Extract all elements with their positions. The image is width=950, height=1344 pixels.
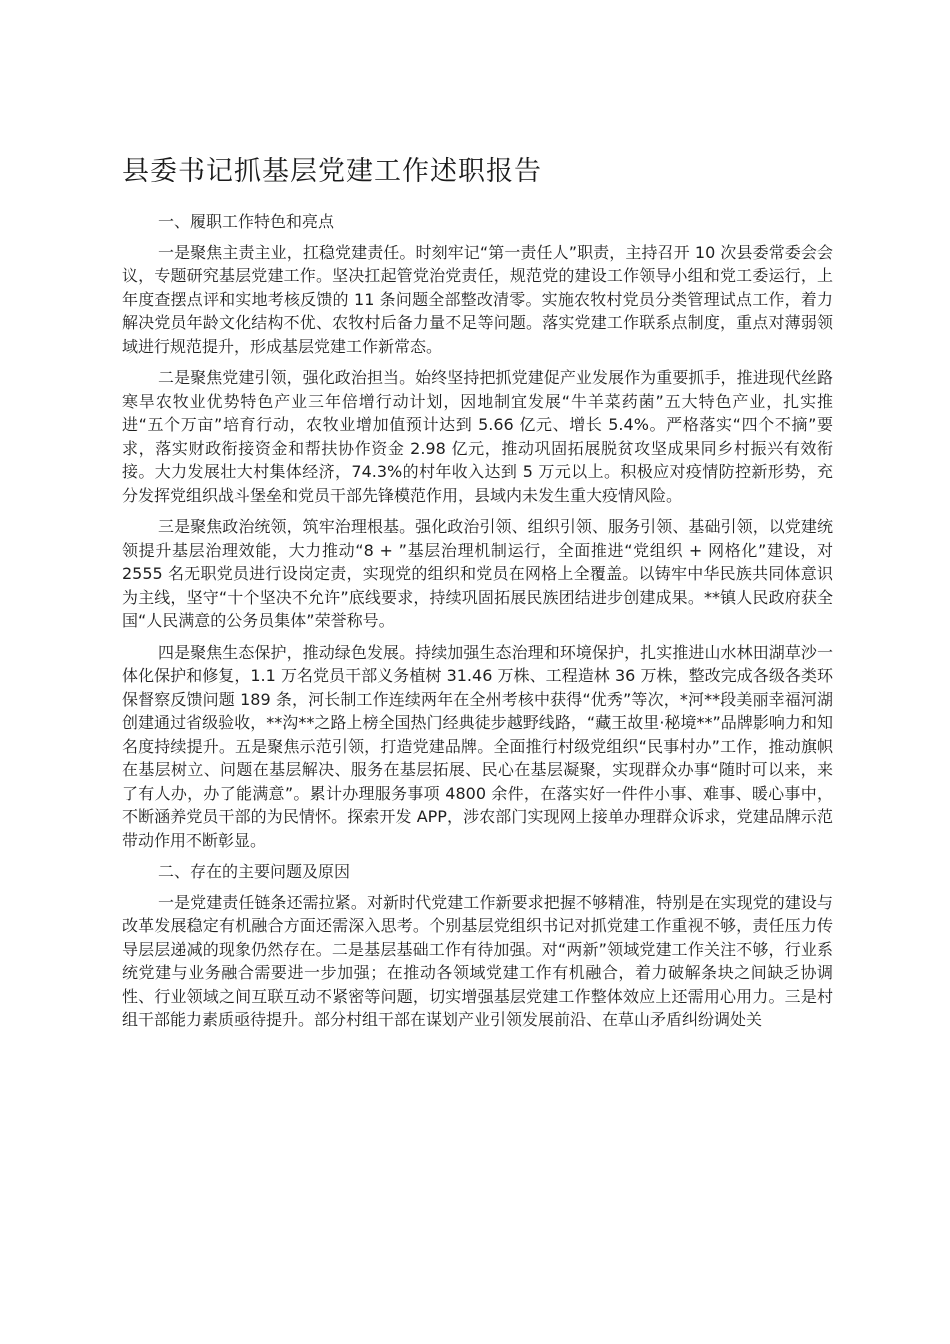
document-body	[122, 210, 833, 1040]
paragraph-2: 二是聚焦党建引领，强化政治担当。始终坚持把抓党建促产业发展作为重要抓手，推进现代丝路寒旱农牧业优势特色产业三年倍增行动计划，因地制宜发展“牛羊菜药菌”五大特色产业，扎实推进“五个万亩”培育行动，农牧业增加值预计达到 5.66 亿元、增长 5.4%。严格落实“四个不摘”要求，落实财政衔接资金和帮扶协作资金 2.98 亿元，推动巩固拓展脱贫攻坚成果同乡村振兴有效衔接。大力发展壮大村集体经济，74.3%的村年收入达到 5 万元以上。积极应对疫情防控新形势，充分发挥党组织战斗堡垒和党员干部先锋模范作用，县域内未发生重大疫情风险。	[122, 368, 833, 505]
paragraph-1: 一是聚焦主责主业，扛稳党建责任。时刻牢记“第一责任人”职责，主持召开 10 次县委常委会会议，专题研究基层党建工作。坚决扛起管党治党责任，规范党的建设工作领导小组和党工委运行，上年度查摆点评和实地考核反馈的 11 条问题全部整改清零。实施农牧村党员分类管理试点工作，着力解决党员年龄文化结构不优、农牧村后备力量不足等问题。落实党建工作联系点制度，重点对薄弱领域进行规范提升，形成基层党建工作新常态。	[122, 242, 833, 356]
paragraph-3: 三是聚焦政治统领，筑牢治理根基。强化政治引领、组织引领、服务引领、基础引领，以党建统领提升基层治理效能，大力推动“8 + ”基层治理机制运行，全面推进“党组织 + 网格化”建设，对 2555 名无职党员进行设岗定责，实现党的组织和党员在网格上全覆盖。以铸牢中华民族共同体意识为主线，坚守“十个坚决不允许”底线要求，持续巩固拓展民族团结进步创建成果。**镇人民政府获全国“人民满意的公务员集体”荣誉称号。	[122, 517, 833, 630]
paragraph-4: 四是聚焦生态保护，推动绿色发展。持续加强生态治理和环境保护，扎实推进山水林田湖草沙一体化保护和修复，1.1 万名党员干部义务植树 31.46 万株、工程造林 36 万株，整改完成各级各类环保督察反馈问题 189 条，河长制工作连续两年在全州考核中获得“优秀”等次，*河**段美丽幸福河湖创建通过省级验收，**沟**之路上榜全国热门经典徒步越野线路，“藏王故里·秘境**”品牌影响力和知名度持续提升。五是聚焦示范引领，打造党建品牌。全面推行村级党组织“民事村办”工作，推动旗帜在基层树立、问题在基层解决、服务在基层拓展、民心在基层凝聚，实现群众办事“随时可以来，来了有人办，办了能满意”。累计办理服务事项 4800 余件，在落实好一件件小事、难事、暖心事中，不断涵养党员干部的为民情怀。探索开发 APP，涉农部门实现网上接单办理群众诉求，党建品牌示范带动作用不断彰显。	[122, 642, 833, 850]
section-heading-2: 二、存在的主要问题及原因	[158, 862, 351, 881]
document-title: 县委书记抓基层党建工作述职报告	[122, 156, 542, 187]
section-heading-1: 一、履职工作特色和亮点	[158, 212, 335, 231]
paragraph-5: 一是党建责任链条还需拉紧。对新时代党建工作新要求把握不够精准，特别是在实现党的建设与改革发展稳定有机融合方面还需深入思考。个别基层党组织书记对抓党建工作重视不够，责任压力传导层层递减的现象仍然存在。二是基层基础工作有待加强。对“两新”领域党建工作关注不够，行业系统党建与业务融合需要进一步加强；在推动各领域党建工作有机融合，着力破解条块之间缺乏协调性、行业领域之间互联互动不紧密等问题，切实增强基层党建工作整体效应上还需用心用力。三是村组干部能力素质亟待提升。部分村组干部在谋划产业引领发展前沿、在草山矛盾纠纷调处关	[122, 892, 833, 1029]
